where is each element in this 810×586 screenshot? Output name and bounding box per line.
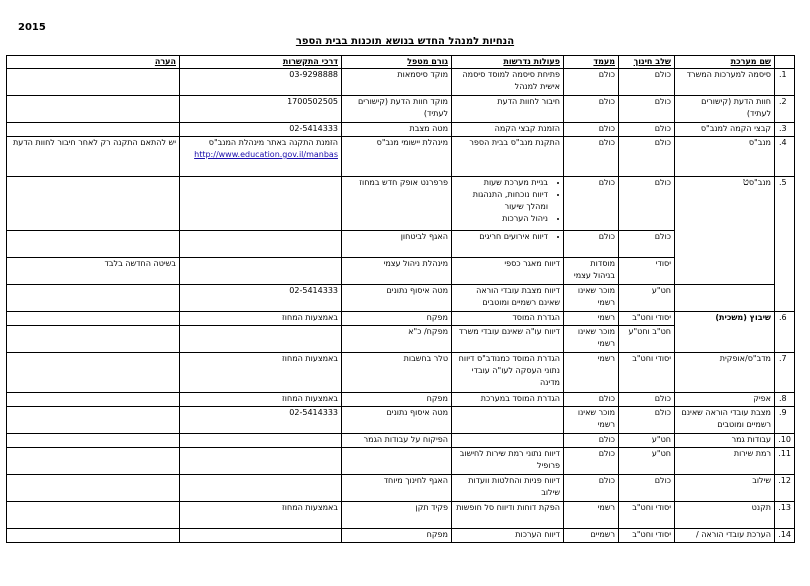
status: רשמי bbox=[564, 312, 619, 326]
handler: הפיקוח על עבודות הגמר bbox=[342, 434, 452, 448]
contact: 02-5414333 bbox=[180, 407, 342, 434]
contact bbox=[180, 326, 342, 353]
table-row bbox=[7, 407, 795, 434]
stage: חט"ע bbox=[619, 448, 675, 475]
contact bbox=[180, 434, 342, 448]
note bbox=[7, 326, 180, 353]
system-name: רמת שירות bbox=[675, 448, 775, 475]
stage: כולם bbox=[619, 177, 675, 231]
header-row bbox=[7, 56, 795, 69]
status: כולם bbox=[564, 475, 619, 502]
system-name: קבצי הקמה למנב"ס bbox=[675, 123, 775, 137]
row-number: 2. bbox=[775, 96, 795, 123]
handler: מוקד חוות הדעת (קישורים לעתיד) bbox=[342, 96, 452, 123]
contact bbox=[180, 258, 342, 285]
action-bullet-list bbox=[455, 177, 560, 225]
note: בשיטה החדשה בלבד bbox=[7, 258, 180, 285]
action: דיווח פניות והחלטות וועדות שילוב bbox=[452, 475, 564, 502]
stage: כולם bbox=[619, 393, 675, 407]
system-name: שילוב bbox=[675, 475, 775, 502]
list-item: • דיווח אירועים חריגים bbox=[455, 231, 548, 243]
action bbox=[452, 231, 564, 258]
handler: האגף לחינוך מיוחד bbox=[342, 475, 452, 502]
table-row bbox=[7, 285, 795, 312]
status: כולם bbox=[564, 96, 619, 123]
stage: כולם bbox=[619, 137, 675, 177]
system-name: אפיק bbox=[675, 393, 775, 407]
note bbox=[7, 475, 180, 502]
row-number: 8. bbox=[775, 393, 795, 407]
handler: פרפרנט אופק חדש במחוז bbox=[342, 177, 452, 231]
stage: יסודי וחט"ב bbox=[619, 502, 675, 529]
contact: 02-5414333 bbox=[180, 123, 342, 137]
action: דיווח נתוני רמת שירות לחישוב פרופיל bbox=[452, 448, 564, 475]
list-item: • בניית מערכת שעות bbox=[455, 177, 548, 189]
contact bbox=[180, 448, 342, 475]
row-number: 12. bbox=[775, 475, 795, 502]
action: הגדרת המוסד כמנודב"ס דיווח נתוני העסקה לעו"ה עובדי מדינה bbox=[452, 353, 564, 393]
contact: באמצעות המחוז bbox=[180, 393, 342, 407]
document-title: הנחיות למנהל החדש בנושא תוכנות בבית הספר bbox=[295, 36, 515, 47]
col-status: מעמד bbox=[564, 56, 619, 69]
status: מוכר שאינו רשמי bbox=[564, 407, 619, 434]
contact: 03-9298888 bbox=[180, 69, 342, 96]
note bbox=[7, 448, 180, 475]
list-item: • דיווח נוכחות, התנהגות ומהלך שיעור bbox=[455, 189, 548, 213]
note bbox=[7, 177, 180, 231]
table-row bbox=[7, 312, 795, 326]
col-actions: פעולות נדרשות bbox=[452, 56, 564, 69]
contact: 1700502505 bbox=[180, 96, 342, 123]
contact bbox=[180, 231, 342, 258]
contact bbox=[180, 137, 342, 177]
system-name: עבודות גמר bbox=[675, 434, 775, 448]
col-note: הערה bbox=[7, 56, 180, 69]
handler bbox=[342, 448, 452, 475]
action: דיווח עו"ה שאינם עובדי משרד bbox=[452, 326, 564, 353]
col-number bbox=[775, 56, 795, 69]
handler: מטה איסוף נתונים bbox=[342, 407, 452, 434]
stage: חט"ע bbox=[619, 434, 675, 448]
action: הפקת דוחות ודיווח סל חופשות bbox=[452, 502, 564, 529]
stage: כולם bbox=[619, 123, 675, 137]
stage: כולם bbox=[619, 407, 675, 434]
table-row bbox=[7, 529, 795, 543]
action bbox=[452, 407, 564, 434]
table-row bbox=[7, 353, 795, 393]
stage: כולם bbox=[619, 475, 675, 502]
contact bbox=[180, 529, 342, 543]
table-row bbox=[7, 123, 795, 137]
col-handler: גורם מטפל bbox=[342, 56, 452, 69]
system-name bbox=[675, 285, 775, 312]
contact-text: הזמנת התקנה באתר מינהלת המנב"ס bbox=[208, 138, 338, 147]
row-number: 14. bbox=[775, 529, 795, 543]
action bbox=[452, 434, 564, 448]
handler: מפקח bbox=[342, 393, 452, 407]
row-number: 9. bbox=[775, 407, 795, 434]
note bbox=[7, 434, 180, 448]
contact: באמצעות המחוז bbox=[180, 353, 342, 393]
row-number: 13. bbox=[775, 502, 795, 529]
stage: כולם bbox=[619, 96, 675, 123]
system-name: סיסמה למערכות המשרד bbox=[675, 69, 775, 96]
action bbox=[452, 177, 564, 231]
status: רשמי bbox=[564, 353, 619, 393]
action-bullet-list bbox=[455, 231, 560, 243]
contact: 02-5414333 bbox=[180, 285, 342, 312]
system-name: הערכת עובדי הוראה / bbox=[675, 529, 775, 543]
note bbox=[7, 312, 180, 326]
handler: מינהלת יישומי מנב"ס bbox=[342, 137, 452, 177]
document-year: 2015 bbox=[18, 22, 46, 33]
manbas-link[interactable]: http://www.education.gov.il/manbas bbox=[194, 150, 338, 159]
row-number: 6. bbox=[775, 312, 795, 353]
status: כולם bbox=[564, 137, 619, 177]
table-row bbox=[7, 393, 795, 407]
note bbox=[7, 502, 180, 529]
handler: האגף לביטחון bbox=[342, 231, 452, 258]
table-row bbox=[7, 502, 795, 529]
stage: חט"ב וחט"ע bbox=[619, 326, 675, 353]
status: כולם bbox=[564, 231, 619, 258]
note bbox=[7, 231, 180, 258]
col-contact: דרכי התקשרות bbox=[180, 56, 342, 69]
table-row bbox=[7, 96, 795, 123]
system-name: שיבוץ (משכית) bbox=[675, 312, 775, 353]
stage: יסודי bbox=[619, 258, 675, 285]
row-number: 11. bbox=[775, 448, 795, 475]
table-row bbox=[7, 137, 795, 177]
table-row bbox=[7, 448, 795, 475]
list-item: • ניהול הערכות bbox=[455, 213, 548, 225]
handler: מוקד סיסמאות bbox=[342, 69, 452, 96]
action: הזמנת קבצי הקמה bbox=[452, 123, 564, 137]
system-name: תקנט bbox=[675, 502, 775, 529]
stage: יסודי וחט"ב bbox=[619, 353, 675, 393]
action: דיווח מאגר כספי bbox=[452, 258, 564, 285]
table-row bbox=[7, 434, 795, 448]
row-number: 1. bbox=[775, 69, 795, 96]
status: כולם bbox=[564, 177, 619, 231]
system-name: חוות הדעת (קישורים לעתיד) bbox=[675, 96, 775, 123]
note bbox=[7, 353, 180, 393]
status: מוכר שאינו רשמי bbox=[564, 326, 619, 353]
contact: באמצעות המחוז bbox=[180, 312, 342, 326]
handler: טלר בחשבות bbox=[342, 353, 452, 393]
action: הגדרת המוסד bbox=[452, 312, 564, 326]
system-name: מנב"ס bbox=[675, 137, 775, 177]
col-system-name: שם מערכת bbox=[675, 56, 775, 69]
handler: מינהלת ניהול עצמי bbox=[342, 258, 452, 285]
contact: באמצעות המחוז bbox=[180, 502, 342, 529]
row-number: 3. bbox=[775, 123, 795, 137]
note bbox=[7, 69, 180, 96]
action: דיווח מצבת עובדי הוראה שאינם רשמיים ומוטבים bbox=[452, 285, 564, 312]
row-number: 5. bbox=[775, 177, 795, 312]
status: כולם bbox=[564, 393, 619, 407]
system-name: מנב"סט bbox=[675, 177, 775, 285]
row-number: 10. bbox=[775, 434, 795, 448]
table-row bbox=[7, 475, 795, 502]
note bbox=[7, 407, 180, 434]
table-row bbox=[7, 69, 795, 96]
note: יש להתאם התקנה רק לאחר חיבור לחוות הדעת bbox=[7, 137, 180, 177]
system-name: מצבת עובדי הוראה שאינם רשמיים ומוטבים bbox=[675, 407, 775, 434]
status: כולם bbox=[564, 69, 619, 96]
handler: מטה איסוף נתונים bbox=[342, 285, 452, 312]
software-guidelines-table bbox=[6, 55, 795, 543]
stage: יסודי וחט"ב bbox=[619, 529, 675, 543]
note bbox=[7, 393, 180, 407]
table-row bbox=[7, 177, 795, 231]
system-name-glyph: ט bbox=[742, 177, 749, 188]
action: פתיחת סיסמה למוסד סיסמה אישית למנהל bbox=[452, 69, 564, 96]
system-name: מדב"ס/אופקית bbox=[675, 353, 775, 393]
status: מוסדות בניהול עצמי bbox=[564, 258, 619, 285]
note bbox=[7, 285, 180, 312]
col-stage: שלב חינוך bbox=[619, 56, 675, 69]
note bbox=[7, 123, 180, 137]
row-number: 4. bbox=[775, 137, 795, 177]
status: רשמיים bbox=[564, 529, 619, 543]
status: מוכר שאינו רשמי bbox=[564, 285, 619, 312]
status: כולם bbox=[564, 434, 619, 448]
handler: מפקח bbox=[342, 529, 452, 543]
note bbox=[7, 529, 180, 543]
stage: חט"ע bbox=[619, 285, 675, 312]
handler: פקיד תקן bbox=[342, 502, 452, 529]
row-number: 7. bbox=[775, 353, 795, 393]
note bbox=[7, 96, 180, 123]
handler: מפקח bbox=[342, 312, 452, 326]
stage: כולם bbox=[619, 231, 675, 258]
status: כולם bbox=[564, 448, 619, 475]
action: דיווח הערכות bbox=[452, 529, 564, 543]
action: הגדרת המוסד במערכת bbox=[452, 393, 564, 407]
stage: יסודי וחט"ב bbox=[619, 312, 675, 326]
action: התקנת מנב"ס בבית הספר bbox=[452, 137, 564, 177]
contact bbox=[180, 475, 342, 502]
stage: כולם bbox=[619, 69, 675, 96]
contact bbox=[180, 177, 342, 231]
action: חיבור לחוות הדעת bbox=[452, 96, 564, 123]
status: רשמי bbox=[564, 502, 619, 529]
handler: מטה מצבת bbox=[342, 123, 452, 137]
status: כולם bbox=[564, 123, 619, 137]
handler: מפקח/ כ"א bbox=[342, 326, 452, 353]
